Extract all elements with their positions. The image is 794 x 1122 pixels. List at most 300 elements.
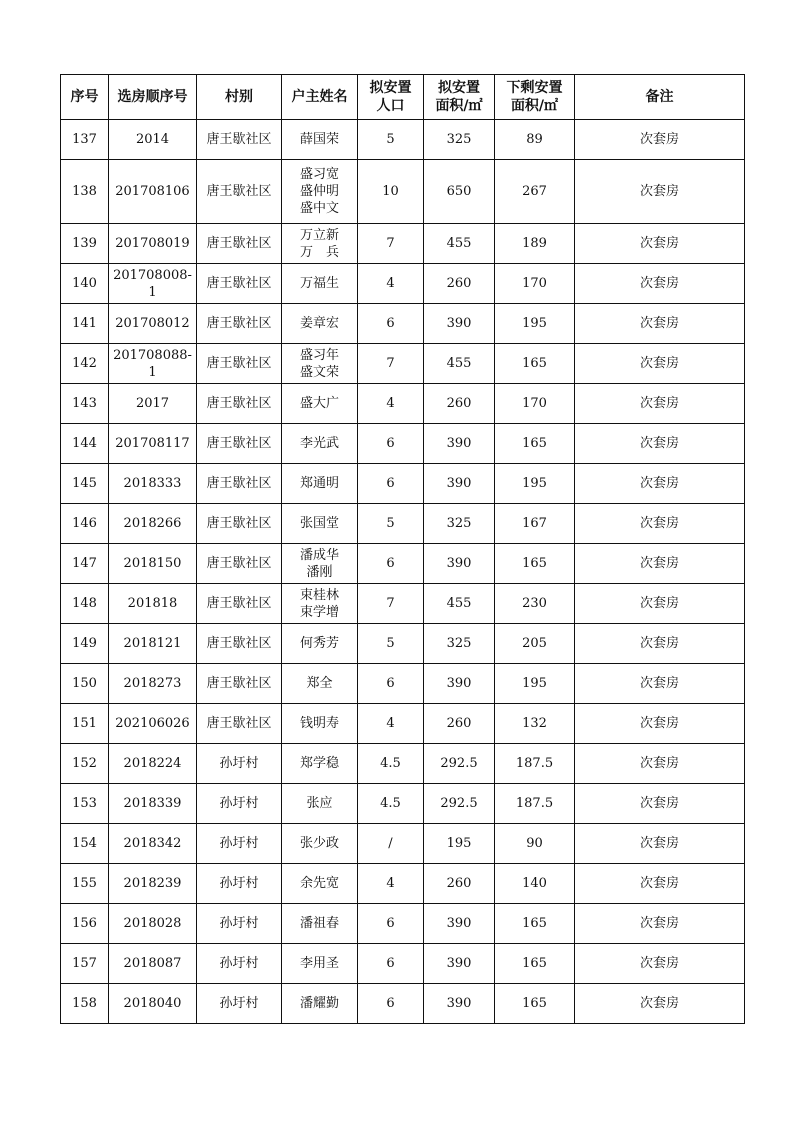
- cell-planned-area-text: 325: [446, 636, 472, 651]
- cell-planned-population-text: 5: [386, 636, 395, 651]
- cell-seq: [61, 664, 109, 704]
- cell-village: [197, 704, 282, 744]
- cell-planned-population-text: 4.5: [380, 796, 401, 811]
- cell-selection-order: [109, 160, 197, 224]
- cell-selection-order-text: 201708106: [115, 184, 190, 199]
- cell-remarks: [575, 784, 745, 824]
- table-row: [61, 584, 745, 624]
- cell-householder-text: 盛习年 盛文荣: [299, 347, 339, 380]
- cell-planned-population: [358, 384, 424, 424]
- cell-householder: [282, 584, 358, 624]
- cell-planned-area-text: 390: [446, 436, 472, 451]
- cell-remaining-area-text: 170: [522, 276, 547, 291]
- cell-householder: [282, 704, 358, 744]
- cell-selection-order: [109, 984, 197, 1024]
- cell-selection-order: [109, 624, 197, 664]
- cell-village: [197, 904, 282, 944]
- cell-village: [197, 504, 282, 544]
- cell-remarks-text: 次套房: [639, 956, 679, 971]
- header-seq: 序号: [61, 75, 109, 120]
- header-village: 村别: [197, 75, 282, 120]
- cell-seq-text: 153: [72, 796, 97, 811]
- cell-seq-text: 143: [72, 396, 97, 411]
- cell-village: [197, 120, 282, 160]
- cell-remaining-area-text: 195: [522, 476, 547, 491]
- cell-householder-text: 郑学稳: [299, 756, 339, 771]
- cell-seq: [61, 120, 109, 160]
- table-row: [61, 264, 745, 304]
- header-planned-population: 拟安置 人口: [358, 75, 424, 120]
- header-remaining-area: 下剩安置 面积/㎡: [495, 75, 575, 120]
- cell-remarks: [575, 984, 745, 1024]
- cell-seq: [61, 544, 109, 584]
- cell-remaining-area-text: 165: [522, 356, 547, 371]
- header-householder: 户主姓名: [282, 75, 358, 120]
- cell-selection-order-text: 2018224: [123, 756, 182, 771]
- cell-village: [197, 344, 282, 384]
- cell-planned-area-text: 650: [446, 184, 472, 199]
- cell-householder-text: 束桂林 束学增: [299, 587, 339, 620]
- cell-remaining-area: [495, 160, 575, 224]
- cell-householder: [282, 384, 358, 424]
- cell-householder: [282, 160, 358, 224]
- cell-planned-population-text: 5: [386, 516, 395, 531]
- cell-planned-population: [358, 424, 424, 464]
- cell-planned-area-text: 390: [446, 996, 472, 1011]
- header-selection-order: 选房顺序号: [109, 75, 197, 120]
- cell-seq-text: 144: [72, 436, 97, 451]
- cell-remarks: [575, 464, 745, 504]
- cell-remarks: [575, 584, 745, 624]
- cell-planned-area: [424, 944, 495, 984]
- cell-village: [197, 160, 282, 224]
- cell-selection-order: [109, 120, 197, 160]
- cell-householder-text: 何秀芳: [299, 636, 339, 651]
- cell-seq-text: 154: [72, 836, 97, 851]
- cell-seq: [61, 784, 109, 824]
- cell-village: [197, 544, 282, 584]
- cell-remaining-area: [495, 464, 575, 504]
- cell-householder-text: 万立新 万 兵: [299, 227, 339, 260]
- cell-village: [197, 384, 282, 424]
- cell-village: [197, 744, 282, 784]
- cell-planned-area: [424, 224, 495, 264]
- cell-remaining-area-text: 189: [522, 236, 547, 251]
- cell-planned-population: [358, 784, 424, 824]
- cell-remarks: [575, 664, 745, 704]
- cell-village-text: 唐王歇社区: [206, 356, 272, 371]
- cell-planned-area: [424, 864, 495, 904]
- cell-planned-population: [358, 120, 424, 160]
- cell-village-text: 唐王歇社区: [206, 516, 272, 531]
- cell-householder-text: 张应: [306, 796, 333, 811]
- cell-planned-population: [358, 944, 424, 984]
- table-row: [61, 704, 745, 744]
- cell-planned-population-text: 4: [386, 876, 395, 891]
- cell-planned-population: [358, 624, 424, 664]
- cell-remaining-area-text: 167: [522, 516, 547, 531]
- cell-selection-order: [109, 304, 197, 344]
- cell-remaining-area: [495, 624, 575, 664]
- cell-householder-text: 盛习宽 盛仲明 盛中文: [299, 167, 339, 216]
- table-row: [61, 944, 745, 984]
- cell-village-text: 唐王歇社区: [206, 636, 272, 651]
- cell-remaining-area-text: 165: [522, 436, 547, 451]
- table-row: [61, 120, 745, 160]
- cell-seq: [61, 624, 109, 664]
- cell-planned-population: [358, 264, 424, 304]
- cell-village-text: 唐王歇社区: [206, 396, 272, 411]
- table-row: [61, 304, 745, 344]
- cell-village-text: 孙圩村: [219, 996, 259, 1011]
- cell-planned-area: [424, 584, 495, 624]
- cell-remaining-area: [495, 824, 575, 864]
- cell-planned-population: [358, 864, 424, 904]
- cell-planned-population-text: 6: [386, 436, 395, 451]
- resettlement-table-sheet: [60, 74, 744, 1024]
- cell-remaining-area-text: 165: [522, 916, 547, 931]
- cell-seq: [61, 864, 109, 904]
- cell-seq-text: 150: [72, 676, 97, 691]
- cell-village: [197, 944, 282, 984]
- cell-planned-population: [358, 904, 424, 944]
- cell-planned-population-text: 6: [386, 996, 395, 1011]
- table-row: [61, 904, 745, 944]
- cell-seq: [61, 384, 109, 424]
- cell-selection-order: [109, 264, 197, 304]
- cell-selection-order-text: 201708008-1: [113, 267, 192, 300]
- table-row: [61, 224, 745, 264]
- cell-remarks-text: 次套房: [639, 636, 679, 651]
- cell-householder-text: 万福生: [299, 276, 339, 291]
- table-header-row: [61, 75, 745, 120]
- table-row: [61, 544, 745, 584]
- table-row: [61, 464, 745, 504]
- table-row: [61, 864, 745, 904]
- cell-householder-text: 潘祖春: [299, 916, 339, 931]
- cell-seq: [61, 944, 109, 984]
- cell-remaining-area: [495, 120, 575, 160]
- cell-village-text: 唐王歇社区: [206, 596, 272, 611]
- cell-planned-population-text: 6: [386, 916, 395, 931]
- cell-village-text: 唐王歇社区: [206, 316, 272, 331]
- cell-remaining-area: [495, 264, 575, 304]
- cell-selection-order-text: 2018028: [123, 916, 182, 931]
- cell-remarks-text: 次套房: [639, 476, 679, 491]
- cell-planned-area-text: 455: [446, 596, 472, 611]
- cell-planned-area-text: 195: [446, 836, 472, 851]
- cell-householder: [282, 344, 358, 384]
- table-row: [61, 784, 745, 824]
- cell-remarks: [575, 824, 745, 864]
- cell-remaining-area-text: 187.5: [515, 756, 554, 771]
- cell-planned-area: [424, 344, 495, 384]
- cell-selection-order: [109, 744, 197, 784]
- cell-selection-order-text: 201818: [127, 596, 178, 611]
- cell-seq: [61, 224, 109, 264]
- cell-householder: [282, 864, 358, 904]
- cell-seq-text: 139: [72, 236, 97, 251]
- cell-remarks: [575, 264, 745, 304]
- cell-remaining-area: [495, 744, 575, 784]
- header-planned-area: 拟安置 面积/㎡: [424, 75, 495, 120]
- cell-remarks-text: 次套房: [639, 676, 679, 691]
- cell-planned-population: [358, 464, 424, 504]
- cell-selection-order-text: 201708088-1: [113, 347, 192, 380]
- cell-planned-population: [358, 544, 424, 584]
- cell-planned-area-text: 325: [446, 516, 472, 531]
- cell-remarks: [575, 120, 745, 160]
- cell-planned-population-text: 7: [386, 236, 395, 251]
- cell-village: [197, 984, 282, 1024]
- cell-planned-population: [358, 160, 424, 224]
- cell-planned-population-text: 6: [386, 956, 395, 971]
- cell-planned-area: [424, 424, 495, 464]
- cell-remaining-area: [495, 544, 575, 584]
- cell-planned-population: [358, 744, 424, 784]
- cell-village-text: 唐王歇社区: [206, 676, 272, 691]
- cell-remaining-area-text: 170: [522, 396, 547, 411]
- cell-planned-population-text: 6: [386, 316, 395, 331]
- cell-householder: [282, 504, 358, 544]
- cell-householder-text: 张少政: [299, 836, 339, 851]
- cell-seq: [61, 584, 109, 624]
- cell-village-text: 唐王歇社区: [206, 436, 272, 451]
- cell-planned-area-text: 390: [446, 556, 472, 571]
- cell-seq-text: 147: [72, 556, 97, 571]
- cell-village-text: 唐王歇社区: [206, 556, 272, 571]
- cell-planned-population: [358, 984, 424, 1024]
- cell-remaining-area: [495, 424, 575, 464]
- cell-remaining-area: [495, 504, 575, 544]
- cell-selection-order-text: 2018239: [123, 876, 182, 891]
- cell-householder-text: 姜章宏: [299, 316, 339, 331]
- cell-remarks-text: 次套房: [639, 756, 679, 771]
- cell-planned-population: [358, 504, 424, 544]
- cell-remarks: [575, 904, 745, 944]
- cell-householder-text: 余先宽: [299, 876, 339, 891]
- cell-seq-text: 146: [72, 516, 97, 531]
- cell-village-text: 孙圩村: [219, 836, 259, 851]
- cell-householder-text: 钱明寿: [299, 716, 339, 731]
- cell-seq: [61, 160, 109, 224]
- cell-seq: [61, 264, 109, 304]
- cell-selection-order: [109, 864, 197, 904]
- cell-householder: [282, 544, 358, 584]
- cell-planned-population-text: 7: [386, 356, 395, 371]
- cell-planned-population-text: 4.5: [380, 756, 401, 771]
- table-row: [61, 424, 745, 464]
- cell-seq: [61, 504, 109, 544]
- cell-planned-area: [424, 784, 495, 824]
- cell-seq-text: 145: [72, 476, 97, 491]
- cell-remarks-text: 次套房: [639, 184, 679, 199]
- cell-planned-area-text: 260: [446, 276, 472, 291]
- cell-householder: [282, 984, 358, 1024]
- cell-planned-population-text: 5: [386, 132, 395, 147]
- cell-remarks-text: 次套房: [639, 596, 679, 611]
- cell-remarks-text: 次套房: [639, 316, 679, 331]
- cell-planned-population-text: 6: [386, 676, 395, 691]
- cell-selection-order-text: 202106026: [115, 716, 190, 731]
- cell-remarks: [575, 864, 745, 904]
- cell-seq: [61, 304, 109, 344]
- cell-householder: [282, 120, 358, 160]
- cell-planned-area-text: 292.5: [440, 796, 478, 811]
- cell-seq-text: 155: [72, 876, 97, 891]
- cell-planned-area: [424, 904, 495, 944]
- cell-selection-order-text: 2018150: [123, 556, 182, 571]
- cell-householder: [282, 784, 358, 824]
- cell-village-text: 唐王歇社区: [206, 716, 272, 731]
- cell-householder-text: 张国堂: [299, 516, 339, 531]
- cell-householder: [282, 224, 358, 264]
- cell-planned-population-text: 6: [386, 556, 395, 571]
- cell-village: [197, 464, 282, 504]
- cell-remaining-area-text: 165: [522, 956, 547, 971]
- cell-householder-text: 潘成华 潘刚: [299, 547, 339, 580]
- cell-planned-area: [424, 384, 495, 424]
- cell-householder: [282, 624, 358, 664]
- cell-selection-order-text: 2018087: [123, 956, 182, 971]
- cell-planned-area-text: 292.5: [440, 756, 478, 771]
- cell-seq-text: 152: [72, 756, 97, 771]
- cell-village-text: 孙圩村: [219, 796, 259, 811]
- cell-remaining-area-text: 140: [522, 876, 547, 891]
- cell-planned-population: [358, 584, 424, 624]
- cell-remarks-text: 次套房: [639, 556, 679, 571]
- cell-village: [197, 304, 282, 344]
- cell-householder-text: 薛国荣: [299, 132, 339, 147]
- cell-selection-order: [109, 344, 197, 384]
- cell-remarks: [575, 944, 745, 984]
- cell-remarks-text: 次套房: [639, 356, 679, 371]
- cell-remarks-text: 次套房: [639, 132, 679, 147]
- cell-seq-text: 137: [72, 132, 97, 147]
- cell-planned-area-text: 260: [446, 716, 472, 731]
- cell-selection-order: [109, 464, 197, 504]
- cell-remaining-area-text: 132: [522, 716, 547, 731]
- cell-selection-order: [109, 704, 197, 744]
- cell-planned-area-text: 390: [446, 476, 472, 491]
- cell-householder: [282, 304, 358, 344]
- cell-remarks: [575, 504, 745, 544]
- table-row: [61, 824, 745, 864]
- cell-selection-order: [109, 664, 197, 704]
- cell-remaining-area-text: 165: [522, 996, 547, 1011]
- cell-remarks: [575, 744, 745, 784]
- cell-remarks-text: 次套房: [639, 276, 679, 291]
- cell-remaining-area: [495, 704, 575, 744]
- cell-selection-order-text: 2018121: [123, 636, 182, 651]
- cell-planned-population: [358, 704, 424, 744]
- cell-seq: [61, 464, 109, 504]
- cell-remaining-area-text: 230: [522, 596, 547, 611]
- cell-village-text: 孙圩村: [219, 916, 259, 931]
- cell-seq-text: 151: [72, 716, 97, 731]
- cell-remarks: [575, 224, 745, 264]
- cell-remarks-text: 次套房: [639, 996, 679, 1011]
- cell-village: [197, 664, 282, 704]
- cell-village: [197, 224, 282, 264]
- cell-planned-area-text: 390: [446, 316, 472, 331]
- cell-remarks-text: 次套房: [639, 916, 679, 931]
- cell-village: [197, 264, 282, 304]
- cell-householder-text: 潘耀勤: [299, 996, 339, 1011]
- cell-seq: [61, 344, 109, 384]
- cell-remaining-area: [495, 344, 575, 384]
- cell-planned-population-text: 6: [386, 476, 395, 491]
- cell-planned-area-text: 260: [446, 396, 472, 411]
- cell-planned-area-text: 455: [446, 356, 472, 371]
- cell-seq-text: 157: [72, 956, 97, 971]
- cell-planned-area: [424, 744, 495, 784]
- cell-planned-area-text: 455: [446, 236, 472, 251]
- cell-planned-area-text: 260: [446, 876, 472, 891]
- cell-remaining-area: [495, 304, 575, 344]
- cell-householder-text: 盛大广: [299, 396, 339, 411]
- cell-selection-order-text: 2018040: [123, 996, 182, 1011]
- cell-seq-text: 138: [72, 184, 97, 199]
- cell-seq: [61, 824, 109, 864]
- table-row: [61, 160, 745, 224]
- cell-selection-order: [109, 784, 197, 824]
- cell-remarks-text: 次套房: [639, 796, 679, 811]
- cell-selection-order-text: 2018266: [123, 516, 182, 531]
- cell-selection-order: [109, 384, 197, 424]
- cell-householder-text: 郑通明: [299, 476, 339, 491]
- cell-seq-text: 158: [72, 996, 97, 1011]
- cell-remaining-area-text: 187.5: [515, 796, 554, 811]
- cell-remarks: [575, 160, 745, 224]
- cell-village-text: 孙圩村: [219, 876, 259, 891]
- cell-selection-order-text: 201708012: [115, 316, 190, 331]
- cell-village: [197, 824, 282, 864]
- cell-planned-area: [424, 984, 495, 1024]
- cell-planned-population-text: 4: [386, 716, 395, 731]
- cell-planned-area: [424, 464, 495, 504]
- cell-householder-text: 李光武: [299, 436, 339, 451]
- cell-remaining-area: [495, 584, 575, 624]
- table-row: [61, 624, 745, 664]
- cell-remaining-area: [495, 944, 575, 984]
- cell-householder: [282, 824, 358, 864]
- cell-seq: [61, 904, 109, 944]
- cell-remarks: [575, 544, 745, 584]
- cell-householder: [282, 904, 358, 944]
- cell-remarks-text: 次套房: [639, 396, 679, 411]
- cell-selection-order-text: 2014: [135, 132, 170, 147]
- cell-planned-area: [424, 264, 495, 304]
- cell-planned-area-text: 390: [446, 676, 472, 691]
- resettlement-table: [60, 74, 745, 1024]
- cell-remaining-area-text: 165: [522, 556, 547, 571]
- table-row: [61, 344, 745, 384]
- cell-remarks-text: 次套房: [639, 836, 679, 851]
- cell-planned-area: [424, 704, 495, 744]
- table-row: [61, 384, 745, 424]
- cell-planned-area: [424, 544, 495, 584]
- cell-householder: [282, 744, 358, 784]
- cell-remarks: [575, 424, 745, 464]
- header-remarks: 备注: [575, 75, 745, 120]
- cell-village-text: 唐王歇社区: [206, 236, 272, 251]
- cell-remaining-area: [495, 664, 575, 704]
- cell-planned-population: [358, 224, 424, 264]
- cell-village: [197, 584, 282, 624]
- cell-selection-order-text: 2018339: [123, 796, 182, 811]
- cell-seq: [61, 744, 109, 784]
